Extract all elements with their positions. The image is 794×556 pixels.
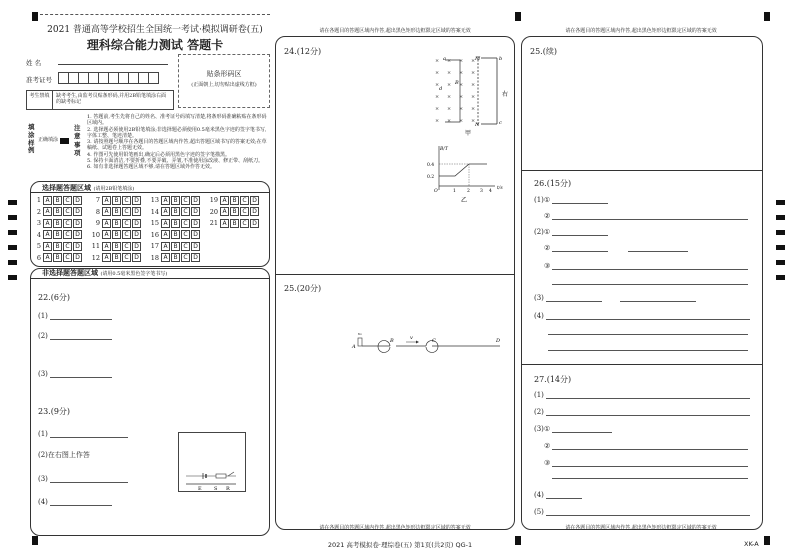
svg-text:×: × [435, 118, 440, 124]
q25-label-D: D [496, 338, 501, 344]
option-bubble-c[interactable]: C [122, 196, 131, 205]
option-bubble-d[interactable]: D [191, 230, 200, 239]
svg-text:×: × [459, 106, 464, 112]
option-bubble-b[interactable]: B [171, 230, 180, 239]
nonchoice-title: 非选择题答题区域 (请用0.5毫米黑色签字笔书写) [42, 268, 168, 277]
option-bubble-b[interactable]: B [53, 196, 62, 205]
q22-title: 22.(6分) [38, 293, 71, 302]
option-bubble-d[interactable]: D [191, 207, 200, 216]
answer-line[interactable] [552, 212, 748, 220]
q27-part2: (2) [534, 408, 750, 416]
q25-label-B: B [390, 338, 394, 344]
q24-label-d: d [439, 86, 443, 92]
divider [30, 192, 270, 193]
name-label: 姓 名 [26, 59, 42, 67]
q27-title: 27.(14分) [534, 375, 572, 384]
option-bubble-b[interactable]: B [53, 230, 62, 239]
q23-label-E: E [198, 486, 202, 492]
answer-line[interactable] [546, 312, 750, 320]
choice-row-19 [209, 195, 260, 205]
notice-label: 注意事项 [74, 124, 81, 158]
choice-row-4 [32, 230, 83, 240]
option-bubble-d[interactable]: D [132, 196, 141, 205]
svg-text:×: × [447, 94, 452, 100]
option-bubble-a[interactable]: A [102, 196, 111, 205]
option-bubble-b[interactable]: B [112, 242, 121, 251]
svg-text:×: × [435, 106, 440, 112]
choice-row-3 [32, 218, 83, 228]
q23-part1: (1) [38, 430, 128, 438]
option-bubble-d[interactable]: D [250, 219, 259, 228]
question-number: 8 [95, 207, 100, 216]
option-bubble-d[interactable]: D [73, 196, 82, 205]
answer-line[interactable] [552, 228, 608, 236]
option-bubble-d[interactable]: D [191, 242, 200, 251]
q24-x-tick: 4 [489, 189, 492, 194]
choice-row-14 [150, 207, 201, 217]
choice-row-10 [91, 230, 142, 240]
option-bubble-b[interactable]: B [230, 219, 239, 228]
option-bubble-d[interactable]: D [73, 230, 82, 239]
answer-line[interactable] [50, 332, 112, 340]
option-bubble-a[interactable]: A [43, 230, 52, 239]
option-bubble-b[interactable]: B [112, 219, 121, 228]
notice-item: 6. 如有非选择题答题区域不够,请在答题区域外作答无效。 [87, 164, 215, 170]
question-number: 19 [209, 196, 218, 204]
q26-part2-1: (2)① [534, 228, 608, 236]
answer-line[interactable] [552, 425, 612, 433]
q23-part3: (3) [38, 475, 128, 483]
name-field[interactable] [58, 64, 168, 65]
notice-item: 5. 保持卡面清洁,不要折叠,不要弄破、弄皱,不准使用涂改液、修正带、刮纸刀。 [87, 157, 264, 164]
option-bubble-c[interactable]: C [122, 207, 131, 216]
answer-line[interactable] [552, 459, 748, 467]
question-number: 7 [95, 196, 100, 204]
question-number: 16 [150, 230, 159, 239]
option-bubble-c[interactable]: C [240, 196, 249, 205]
answer-line[interactable] [552, 244, 608, 252]
q26-part4: (4) [534, 312, 750, 320]
barcode-note: (正面朝上,切勿贴出虚线方框) [191, 82, 257, 88]
choice-row-16 [150, 230, 201, 240]
option-bubble-c[interactable]: C [122, 242, 131, 251]
option-bubble-b[interactable]: B [112, 207, 121, 216]
tear-line [40, 14, 270, 15]
svg-text:×: × [459, 82, 464, 88]
option-bubble-b[interactable]: B [53, 219, 62, 228]
svg-text:×: × [459, 58, 464, 64]
option-bubble-d[interactable]: D [132, 219, 141, 228]
id-label: 准考证号 [26, 76, 52, 84]
svg-text:×: × [447, 70, 452, 76]
svg-text:×: × [471, 94, 476, 100]
q24-label-B: B [455, 80, 459, 86]
option-bubble-b[interactable]: B [53, 207, 62, 216]
svg-text:×: × [447, 82, 452, 88]
warning-top: 请在各题目的答题区域内作答,超出黑色矩形边框限定区域的答案无效 [319, 28, 471, 34]
option-bubble-b[interactable]: B [230, 207, 239, 216]
q24-y-tick: 0.2 [427, 175, 435, 180]
question-number: 6 [36, 253, 41, 262]
q22-part3: (3) [38, 370, 112, 378]
barcode-title: 贴条形码区 [206, 70, 242, 78]
option-bubble-a[interactable]: A [161, 253, 170, 262]
exam-title: 2021 普通高等学校招生全国统一考试·模拟调研卷(五) [47, 25, 263, 35]
question-number: 21 [209, 219, 218, 227]
answer-line[interactable] [546, 491, 582, 499]
svg-text:×: × [447, 58, 452, 64]
option-bubble-d[interactable]: D [73, 207, 82, 216]
question-number: 4 [36, 230, 41, 239]
notice-item: 3. 请按照题号顺序在各题目的答题区域内作答,超出答题区域书写的答案无效;在草稿纸、试题卷上答题无效。 [87, 139, 267, 152]
q25-label-C: C [432, 338, 436, 344]
option-bubble-c[interactable]: C [181, 230, 190, 239]
answer-line[interactable] [50, 312, 112, 320]
svg-text:×: × [447, 118, 452, 124]
q24-label-c: c [499, 120, 502, 126]
option-bubble-d[interactable]: D [191, 196, 200, 205]
option-bubble-d[interactable]: D [132, 242, 141, 251]
answer-line[interactable] [552, 442, 748, 450]
q24-title: 24.(12分) [284, 47, 322, 56]
question-number: 2 [36, 207, 41, 216]
q26-part3: (3) [534, 294, 696, 302]
option-bubble-b[interactable]: B [171, 196, 180, 205]
option-bubble-b[interactable]: B [230, 196, 239, 205]
svg-text:×: × [471, 58, 476, 64]
alignment-mark [764, 12, 770, 21]
option-bubble-a[interactable]: A [102, 253, 111, 262]
timing-mark [8, 245, 17, 250]
svg-text:×: × [459, 118, 464, 124]
choice-row-18 [150, 253, 201, 263]
divider [521, 364, 763, 365]
divider [275, 274, 515, 275]
absent-box [26, 90, 174, 110]
option-bubble-a[interactable]: A [43, 253, 52, 262]
question-number: 9 [95, 219, 100, 227]
svg-text:×: × [471, 118, 476, 124]
q23-part2: (2)在右图上作答 [38, 451, 90, 459]
svg-text:×: × [459, 70, 464, 76]
choice-row-21 [209, 218, 260, 228]
choice-row-15 [150, 218, 201, 228]
timing-mark [8, 200, 17, 205]
option-bubble-a[interactable]: A [161, 242, 170, 251]
answer-line[interactable] [50, 475, 128, 483]
option-bubble-a[interactable]: A [161, 219, 170, 228]
footer-code: XK-A [744, 540, 759, 548]
q25-title: 25.(20分) [284, 284, 322, 293]
timing-mark [8, 275, 17, 280]
q27-part3-2: ② [544, 442, 748, 450]
q24-x-tick: 3 [480, 189, 483, 194]
timing-mark [776, 230, 785, 235]
question-number: 5 [36, 242, 41, 250]
option-bubble-d[interactable]: D [191, 253, 200, 262]
option-bubble-a[interactable]: A [161, 230, 170, 239]
q24-y-tick: 0.4 [427, 163, 435, 168]
divider [521, 170, 763, 171]
question-number: 18 [150, 253, 159, 262]
timing-mark [776, 200, 785, 205]
answer-line[interactable] [546, 391, 750, 399]
option-bubble-c[interactable]: C [122, 219, 131, 228]
q27-part4: (4) [534, 491, 582, 499]
choice-row-2 [32, 207, 83, 217]
q24-origin: O [434, 189, 438, 194]
option-bubble-a[interactable]: A [161, 196, 170, 205]
option-bubble-c[interactable]: C [181, 242, 190, 251]
question-number: 15 [150, 219, 159, 227]
q23-label-R: R [226, 486, 230, 492]
option-bubble-a[interactable]: A [220, 207, 229, 216]
answer-line[interactable] [628, 244, 688, 252]
svg-text:×: × [435, 82, 440, 88]
option-bubble-a[interactable]: A [102, 242, 111, 251]
left-answer-panel [30, 268, 270, 536]
id-grid[interactable] [58, 72, 158, 84]
choice-row-13 [150, 195, 201, 205]
q26-part2-3: ③ [544, 262, 748, 270]
q26-part1-1: (1)① [534, 196, 608, 204]
question-number: 14 [150, 207, 159, 216]
choice-row-7 [91, 195, 142, 205]
option-bubble-b[interactable]: B [112, 230, 121, 239]
card-subtitle: 理科综合能力测试 答题卡 [86, 38, 224, 52]
q24-fig2-label: 乙 [461, 197, 468, 202]
svg-text:×: × [471, 70, 476, 76]
option-bubble-a[interactable]: A [102, 219, 111, 228]
option-bubble-c[interactable]: C [122, 253, 131, 262]
divider [30, 278, 270, 279]
warning-bottom: 请在各题目的答题区域内作答,超出黑色矩形边框限定区域的答案无效 [319, 525, 471, 531]
choice-row-11 [91, 241, 142, 251]
question-number: 10 [91, 230, 100, 239]
option-bubble-b[interactable]: B [53, 253, 62, 262]
option-bubble-b[interactable]: B [171, 242, 180, 251]
choice-row-6 [32, 253, 83, 263]
notice-item: 4. 作图可先使用铅笔画出,确定后必须用黑色字迹的签字笔描黑。 [87, 151, 230, 158]
q24-x-tick: 2 [467, 189, 470, 194]
answer-line[interactable] [620, 294, 696, 302]
svg-text:×: × [435, 94, 440, 100]
option-bubble-d[interactable]: D [250, 207, 259, 216]
svg-text:×: × [435, 58, 440, 64]
timing-mark [776, 260, 785, 265]
svg-text:×: × [435, 70, 440, 76]
alignment-mark [515, 12, 521, 21]
choice-row-1 [32, 195, 83, 205]
notice-item: 2. 选择题必须使用2B铅笔填涂;非选择题必须使用0.5毫米黑色字迹的签字笔书写,字体工整、笔迹清楚。 [87, 126, 267, 139]
option-bubble-c[interactable]: C [63, 207, 72, 216]
option-bubble-b[interactable]: B [112, 196, 121, 205]
alignment-mark [32, 536, 38, 545]
option-bubble-d[interactable]: D [191, 219, 200, 228]
q27-part3-1: (3)① [534, 425, 612, 433]
question-number: 20 [209, 207, 218, 216]
timing-mark [776, 245, 785, 250]
option-bubble-c[interactable]: C [63, 242, 72, 251]
svg-text:×: × [471, 82, 476, 88]
timing-mark [776, 275, 785, 280]
option-bubble-a[interactable]: A [220, 219, 229, 228]
option-bubble-b[interactable]: B [53, 242, 62, 251]
timing-mark [8, 230, 17, 235]
option-bubble-b[interactable]: B [171, 253, 180, 262]
question-number: 3 [36, 219, 41, 227]
q22-part2: (2) [38, 332, 112, 340]
q26-part2-2: ② [544, 244, 688, 252]
question-number: 1 [36, 196, 41, 204]
q26-title: 26.(15分) [534, 179, 572, 188]
answer-line[interactable] [546, 508, 750, 516]
q25-label-A: A [352, 344, 356, 350]
svg-text:×: × [447, 106, 452, 112]
footer-page-info: 2021 高考模拟卷·理综卷(五) 第1页(共2页) QG-1 [327, 541, 473, 549]
option-bubble-c[interactable]: C [63, 196, 72, 205]
q24-fig1-label: 甲 [465, 130, 472, 137]
q23-part4: (4) [38, 498, 112, 506]
q24-label-b: b [499, 56, 503, 62]
answer-line[interactable] [548, 334, 748, 335]
option-bubble-c[interactable]: C [63, 253, 72, 262]
choice-row-9 [91, 218, 142, 228]
q26-part1-2: ② [544, 212, 748, 220]
option-bubble-b[interactable]: B [112, 253, 121, 262]
choice-row-12 [91, 253, 142, 263]
option-bubble-d[interactable]: D [132, 207, 141, 216]
q24-figure [425, 52, 515, 202]
q27-part3-3: ③ [544, 459, 748, 467]
q23-circuit-figure[interactable] [178, 432, 246, 492]
barcode-area [178, 54, 270, 108]
q24-label-N: N [475, 122, 480, 128]
q24-x-unit: t/s [497, 186, 503, 191]
q24-label-a: a [443, 56, 446, 62]
answer-line[interactable] [546, 294, 602, 302]
option-bubble-c[interactable]: C [181, 219, 190, 228]
answer-line[interactable] [50, 498, 112, 506]
warning-bottom: 请在各题目的答题区域内作答,超出黑色矩形边框限定区域的答案无效 [565, 525, 717, 531]
option-bubble-c[interactable]: C [240, 219, 249, 228]
answer-line[interactable] [552, 478, 748, 479]
q27-part5: (5) [534, 508, 750, 516]
answer-line[interactable] [546, 408, 750, 416]
choice-row-20 [209, 207, 260, 217]
option-bubble-a[interactable]: A [43, 196, 52, 205]
notice-item: 1. 答题前,考生先将自己的姓名、准考证号码填写清楚,将条形码准确粘贴在条形码区域内。 [87, 114, 267, 127]
answer-line[interactable] [50, 430, 128, 438]
option-bubble-c[interactable]: C [63, 219, 72, 228]
option-bubble-c[interactable]: C [181, 207, 190, 216]
right-answer-panel [521, 36, 763, 530]
question-number: 17 [150, 242, 159, 250]
fill-correct-label: 正确填涂 [38, 137, 59, 143]
timing-mark [776, 215, 785, 220]
q24-x-tick: 1 [453, 189, 456, 194]
alignment-mark [764, 536, 770, 545]
option-bubble-a[interactable]: A [43, 242, 52, 251]
option-bubble-a[interactable]: A [102, 207, 111, 216]
q24-label-right: 右 [502, 91, 509, 98]
option-bubble-a[interactable]: A [43, 207, 52, 216]
choice-title: 选择题答题区域 (请用2B铅笔填涂) [42, 183, 135, 192]
alignment-mark [515, 536, 521, 545]
filled-bubble-sample [60, 138, 69, 144]
q22-part1: (1) [38, 312, 112, 320]
absent-text: 缺考考生,由监考员贴条形码,并用2B铅笔填涂右面的缺考标记 [56, 93, 167, 106]
absent-label: 考生禁填 [27, 91, 53, 109]
q23-title: 23.(9分) [38, 407, 71, 416]
answer-line[interactable] [552, 196, 608, 204]
notice-list [87, 114, 267, 170]
answer-line[interactable] [50, 370, 112, 378]
q24-y-unit: B/T [440, 147, 448, 152]
option-bubble-a[interactable]: A [161, 207, 170, 216]
option-bubble-a[interactable]: A [102, 230, 111, 239]
answer-line[interactable] [552, 262, 748, 270]
q25-label-v0: v₀ [358, 331, 362, 336]
q25-label-v: v [410, 335, 413, 341]
option-bubble-d[interactable]: D [250, 196, 259, 205]
question-number: 12 [91, 253, 100, 262]
option-bubble-c[interactable]: C [122, 230, 131, 239]
alignment-mark [32, 12, 38, 21]
svg-text:×: × [471, 106, 476, 112]
option-bubble-c[interactable]: C [240, 207, 249, 216]
question-number: 13 [150, 196, 159, 204]
option-bubble-c[interactable]: C [63, 230, 72, 239]
warning-top: 请在各题目的答题区域内作答,超出黑色矩形边框限定区域的答案无效 [565, 28, 717, 34]
question-number: 11 [91, 242, 100, 250]
option-bubble-a[interactable]: A [43, 219, 52, 228]
timing-mark [8, 260, 17, 265]
q25-continued-title: 25.(续) [530, 47, 557, 56]
svg-text:×: × [459, 94, 464, 100]
fill-example-label: 填涂样例 [28, 123, 35, 155]
q27-part1: (1) [534, 391, 750, 399]
timing-mark [8, 215, 17, 220]
answer-line[interactable] [552, 284, 748, 285]
choice-row-17 [150, 241, 201, 251]
option-bubble-b[interactable]: B [171, 219, 180, 228]
option-bubble-c[interactable]: C [181, 196, 190, 205]
option-bubble-d[interactable]: D [132, 253, 141, 262]
q25-figure [350, 328, 510, 356]
q24-label-M: M [475, 56, 481, 62]
option-bubble-d[interactable]: D [73, 242, 82, 251]
choice-row-8 [91, 207, 142, 217]
choice-row-5 [32, 241, 83, 251]
option-bubble-b[interactable]: B [171, 207, 180, 216]
option-bubble-c[interactable]: C [181, 253, 190, 262]
answer-line[interactable] [548, 350, 748, 351]
option-bubble-d[interactable]: D [73, 219, 82, 228]
option-bubble-a[interactable]: A [220, 196, 229, 205]
q23-label-S: S [214, 486, 218, 492]
option-bubble-d[interactable]: D [132, 230, 141, 239]
option-bubble-d[interactable]: D [73, 253, 82, 262]
